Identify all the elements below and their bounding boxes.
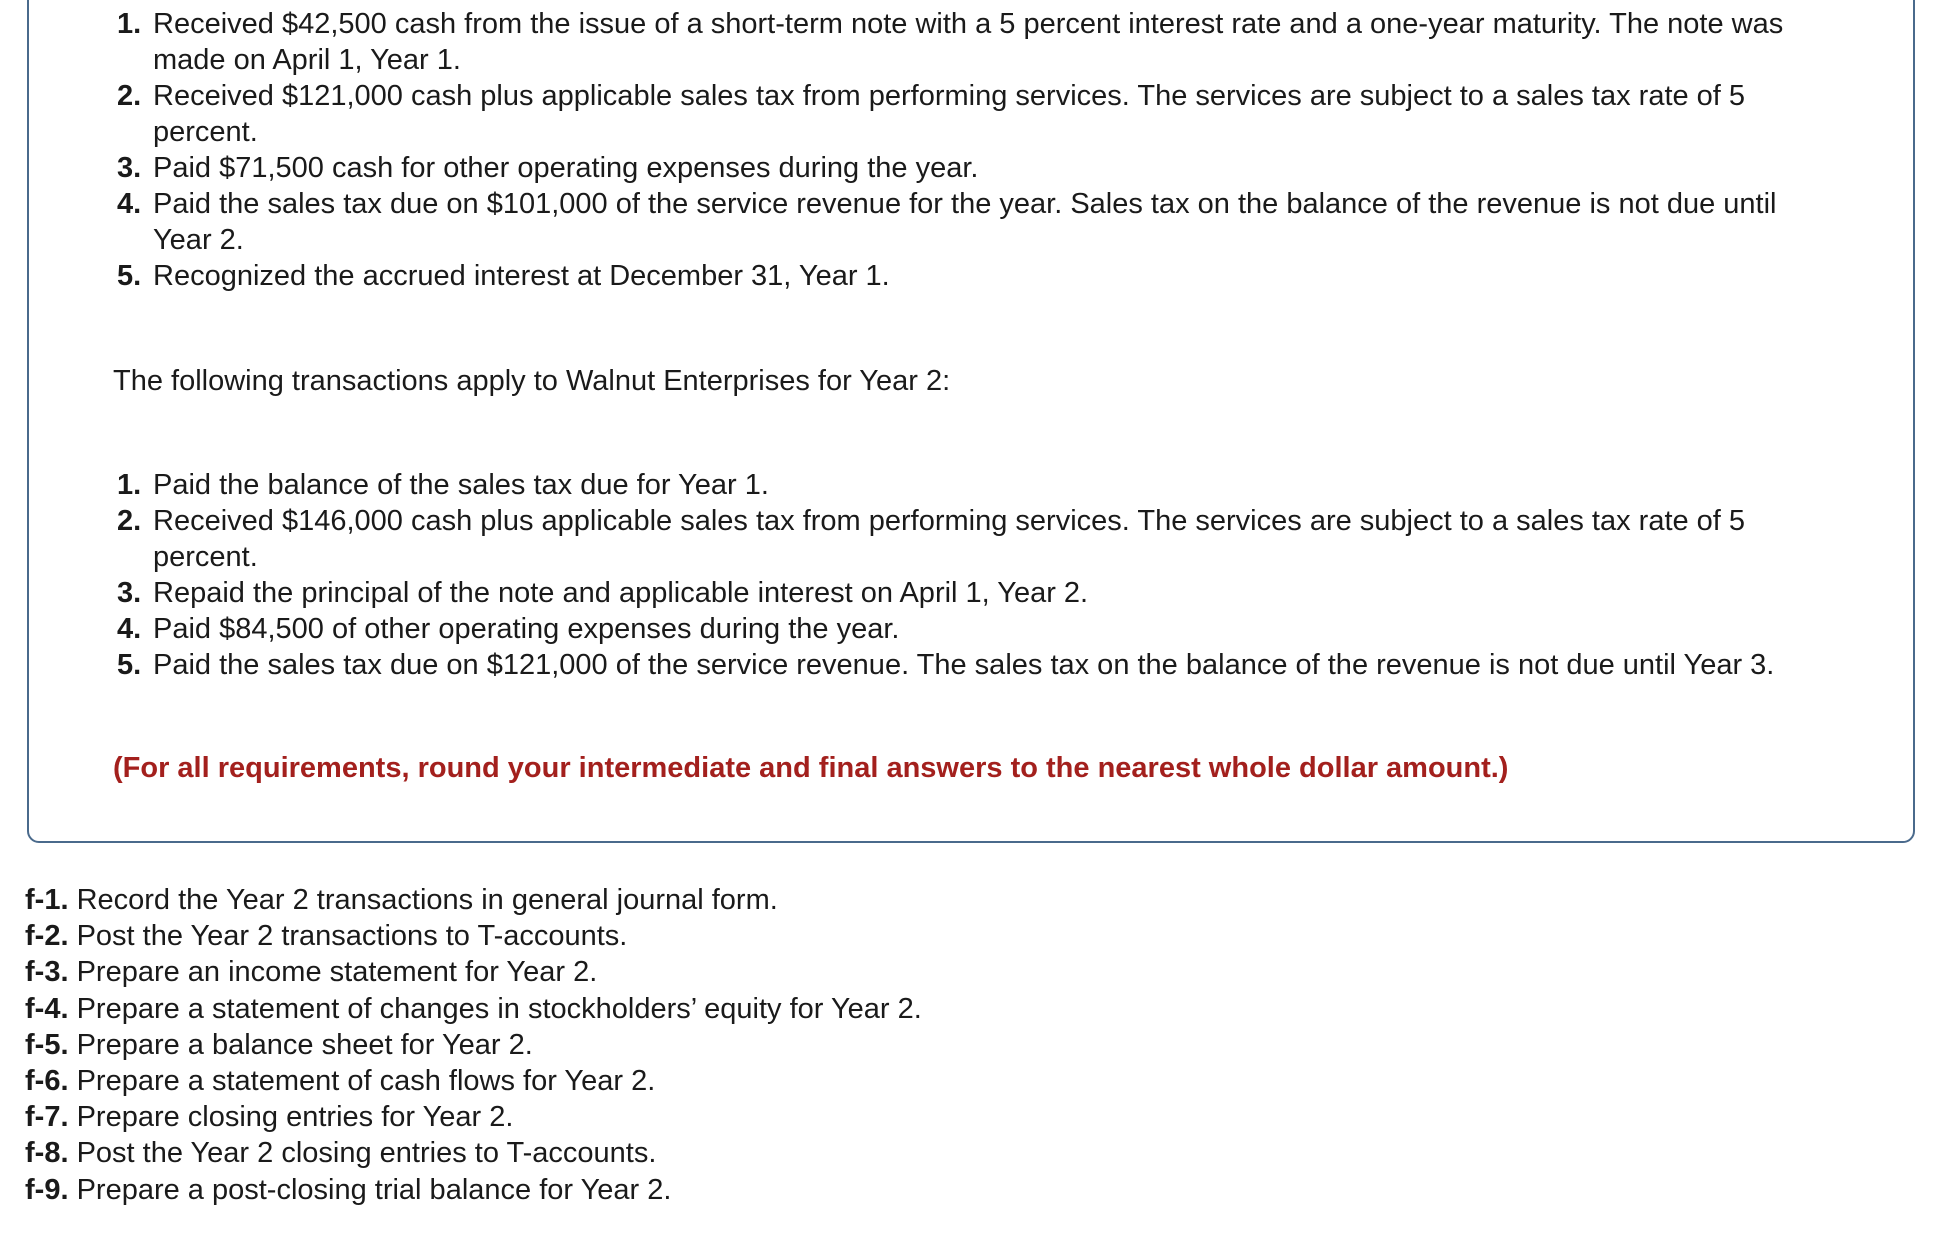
item-text: Received $121,000 cash plus applicable sales tax from performing services. The services are subject to a sales tax rate of 5 percent. [153,80,1746,148]
requirement-text: Post the Year 2 closing entries to T-accounts. [76,1137,657,1170]
requirement-number: f-5. [25,1028,69,1061]
year2-transaction [117,611,1837,647]
requirement-item [25,918,922,954]
requirement-number: f-8. [25,1137,69,1170]
year2-transaction [117,503,1837,575]
requirement-text: Post the Year 2 transactions to T-accounts. [76,920,628,953]
year1-transaction [117,186,1837,258]
requirement-item [25,991,922,1027]
requirement-item [25,1135,922,1171]
year2-transaction [117,647,1837,683]
requirement-text: Prepare an income statement for Year 2. [76,956,598,989]
item-text: Repaid the principal of the note and applicable interest on April 1, Year 2. [153,577,1089,609]
requirement-number: f-1. [25,884,69,916]
item-text: Recognized the accrued interest at December 31, Year 1. [153,260,890,292]
item-number: 3. [117,577,142,609]
requirement-text: Prepare a statement of changes in stockholders’ equity for Year 2. [76,992,922,1025]
requirement-number: f-3. [25,956,69,989]
item-number: 1. [117,8,142,40]
item-text: Received $146,000 cash plus applicable sales tax from performing services. The services are subject to a sales tax rate of 5 percent. [153,505,1746,573]
item-number: 4. [117,613,142,645]
requirement-item [25,1063,922,1099]
year2-intro: The following transactions apply to Walnut Enterprises for Year 2: [113,365,951,397]
requirement-item [25,1027,922,1063]
year1-transaction [117,78,1837,150]
requirement-text: Record the Year 2 transactions in general journal form. [76,884,778,916]
year1-transaction [117,258,1837,294]
requirement-item [25,882,922,918]
item-text: Paid $84,500 of other operating expenses during the year. [153,613,900,645]
item-number: 5. [117,260,142,292]
item-text: Paid the balance of the sales tax due for Year 1. [153,469,769,501]
item-number: 1. [117,469,142,501]
item-text: Received $42,500 cash from the issue of a short-term note with a 5 percent interest rate and a one-year maturity. The note was made on April 1, Year 1. [153,8,1784,76]
year2-transaction [117,575,1837,611]
item-number: 5. [117,649,142,681]
requirement-text: Prepare closing entries for Year 2. [76,1101,514,1134]
requirement-text: Prepare a statement of cash flows for Year 2. [76,1065,656,1098]
item-text: Paid the sales tax due on $101,000 of the service revenue for the year. Sales tax on the balance of the revenue is not due until Year 2. [153,188,1777,256]
requirement-item [25,1172,922,1208]
year1-transaction [117,6,1837,78]
item-number: 2. [117,505,142,537]
requirement-item [25,954,922,990]
requirement-number: f-2. [25,920,69,953]
requirements-list [25,882,922,1208]
item-number: 4. [117,188,142,220]
requirement-number: f-9. [25,1173,69,1206]
item-number: 3. [117,152,142,184]
item-text: Paid $71,500 cash for other operating expenses during the year. [153,152,979,184]
year1-transaction [117,150,1837,186]
requirement-text: Prepare a post-closing trial balance for Year 2. [76,1173,672,1206]
year2-transaction [117,467,1837,503]
rounding-instruction: (For all requirements, round your intermediate and final answers to the nearest whole dollar amount.) [113,752,1509,784]
requirement-text: Prepare a balance sheet for Year 2. [76,1028,533,1061]
item-text: Paid the sales tax due on $121,000 of the service revenue. The sales tax on the balance of the revenue is not due until Year 3. [153,649,1775,681]
requirement-number: f-7. [25,1101,69,1134]
year1-transaction-list [117,6,1837,294]
year2-transaction-list [117,467,1837,683]
requirement-item [25,1099,922,1135]
requirement-number: f-6. [25,1065,69,1098]
requirement-number: f-4. [25,992,69,1025]
item-number: 2. [117,80,142,112]
